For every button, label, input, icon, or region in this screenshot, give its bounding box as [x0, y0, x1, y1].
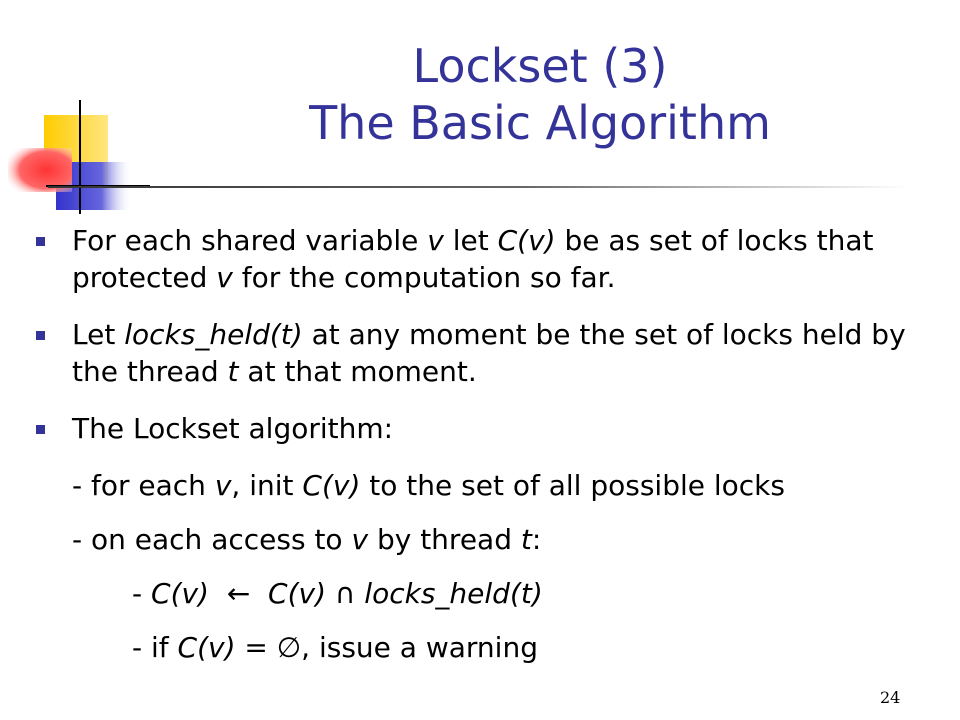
text: at that moment. [238, 355, 477, 388]
var-cv: C(v) [177, 631, 236, 664]
text: : [531, 523, 542, 556]
title-divider [48, 186, 908, 188]
text: Let [72, 318, 125, 351]
text: , init [231, 469, 303, 502]
text: - for each [72, 469, 215, 502]
var-v: v [216, 261, 233, 294]
text: = ∅, issue a warning [235, 631, 538, 664]
bullet-locks-held [40, 316, 940, 390]
corner-decoration [0, 0, 160, 230]
algorithm-line-warning [40, 629, 940, 666]
var-cv: C(v) [497, 224, 556, 257]
text: for the computation so far. [232, 261, 616, 294]
text: For each shared variable [72, 224, 428, 257]
slide-title-line-1: Lockset (3) [412, 39, 668, 93]
text: to the set of all possible locks [360, 469, 785, 502]
algorithm-line-init [40, 467, 940, 504]
var-t: t [227, 355, 239, 388]
var-v: v [351, 523, 369, 556]
var-v: v [427, 224, 444, 257]
slide-title-line-2: The Basic Algorithm [309, 96, 771, 150]
algorithm-line-access [40, 521, 940, 558]
text: by thread [368, 523, 521, 556]
text: let [443, 224, 498, 257]
text: be as set of locks that protected [72, 224, 874, 294]
var-cv: C(v) [302, 469, 361, 502]
page-number: 24 [880, 688, 901, 707]
text: - [132, 577, 152, 610]
bullet-shared-variable [40, 222, 940, 296]
text: at any moment be the set of locks held by the thread [72, 318, 906, 388]
var-t: t [520, 523, 532, 556]
intersection-formula: C(v) ← C(v) ∩ locks_held(t) [151, 577, 543, 610]
algorithm-line-intersect [40, 575, 940, 612]
bullet-lockset-algorithm: The Lockset algorithm: [40, 410, 940, 447]
var-v: v [214, 469, 232, 502]
slide-title [190, 38, 890, 152]
text: - on each access to [72, 523, 352, 556]
var-locks-held: locks_held(t) [124, 318, 303, 351]
text: - if [132, 631, 178, 664]
slide-body [40, 222, 940, 683]
